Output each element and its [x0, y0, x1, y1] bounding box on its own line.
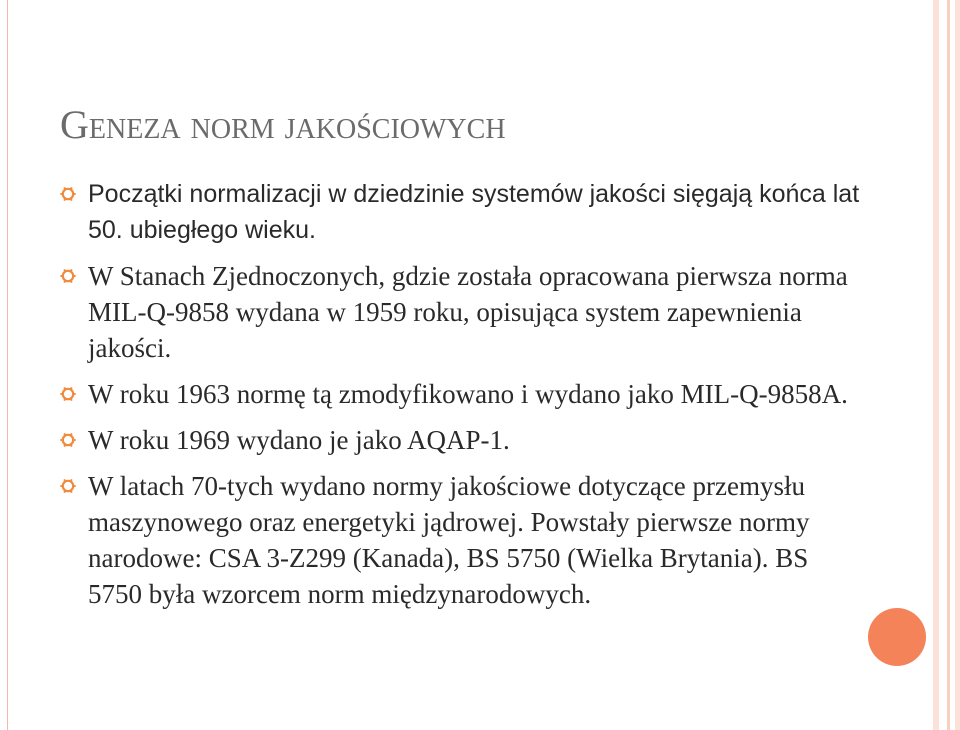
- right-decor-stripe: [955, 0, 960, 730]
- bullet-item: [60, 376, 860, 412]
- bullet-text: W roku 1963 normę tą zmodyfikowano i wydano jako MIL-Q-9858A.: [88, 379, 848, 409]
- bullet-item: [60, 176, 860, 248]
- bullet-item: [60, 468, 860, 612]
- gear-bullet-icon: [60, 386, 76, 402]
- slide-title: Geneza norm jakościowych: [60, 102, 506, 147]
- right-decor-stripe: [947, 0, 950, 730]
- gear-bullet-icon: [60, 268, 76, 284]
- left-decor-line: [7, 0, 8, 730]
- bullet-text: Początki normalizacji w dziedzinie systemów jakości sięgają końca lat 50. ubiegłego wieku.: [88, 180, 860, 244]
- bullet-item: [60, 258, 860, 366]
- gear-bullet-icon: [60, 478, 76, 494]
- gear-bullet-icon: [60, 432, 76, 448]
- gear-bullet-icon: [60, 186, 76, 202]
- orange-circle-decor: [868, 608, 926, 666]
- bullet-list: [60, 176, 860, 622]
- bullet-text: W Stanach Zjednoczonych, gdzie została opracowana pierwsza norma MIL-Q-9858 wydana w 1959 roku, opisująca system zapewnienia jakości.: [88, 261, 848, 363]
- bullet-text: W latach 70-tych wydano normy jakościowe dotyczące przemysłu maszynowego oraz energetyki jądrowej. Powstały pierwsze normy narodowe: CSA 3-Z299 (Kanada), BS 5750 (Wielka Brytania). BS 5750 była wzorcem norm międzynarodowych.: [88, 471, 810, 609]
- right-decor-stripe: [933, 0, 939, 730]
- bullet-item: [60, 422, 860, 458]
- bullet-text: W roku 1969 wydano je jako AQAP-1.: [88, 425, 510, 455]
